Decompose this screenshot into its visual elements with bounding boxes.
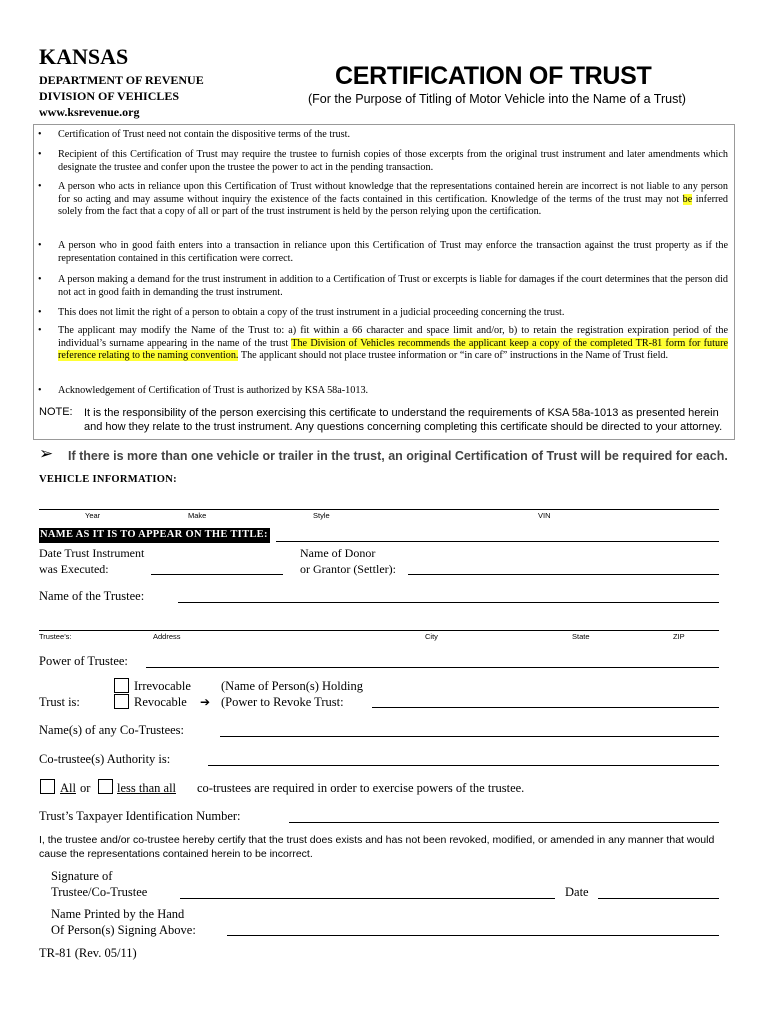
revoke-holder-field[interactable] [372,707,719,708]
bullet-icon: • [38,181,42,192]
all-label: All [60,781,76,795]
bullet-icon: • [38,129,42,140]
bullet-icon: • [38,240,42,251]
instructions-box [33,124,735,440]
zip-label: ZIP [673,632,685,641]
bullet-icon: • [38,385,42,396]
vehicle-info-line[interactable] [39,509,719,510]
irrevocable-checkbox[interactable] [114,678,129,693]
form-title: CERTIFICATION OF TRUST [335,62,652,90]
department-name: DEPARTMENT OF REVENUE [39,73,204,87]
bullet-item: This does not limit the right of a person to obtain a copy of the trust instrument in a judicial proceeding concerning the trust. [58,307,565,318]
highlighted-text: The Division of Vehicles recommends the applicant keep a copy of the completed TR-81 form for future reference relating to the naming convention. [58,337,728,362]
form-number: TR-81 (Rev. 05/11) [39,946,137,960]
division-name: DIVISION OF VEHICLES [39,89,180,103]
form-subtitle: (For the Purpose of Titling of Motor Vehicle into the Name of a Trust) [308,92,686,106]
cotrustees-field[interactable] [220,736,719,737]
note-label: NOTE: [39,406,73,418]
bullet-text: A person who acts in reliance upon this Certification of Trust without knowledge that the representations contained herein are incorrect is not liable to any person for so acting and may assume without inquiry the existence of the facts contained in this certification. Knowledge of the terms of the trust may not [58,181,728,205]
signature-field[interactable] [180,898,555,899]
donor-label: or Grantor (Settler): [300,562,396,576]
bullet-item: Certification of Trust need not contain the dispositive terms of the trust. [58,129,350,140]
signature-label: Trustee/Co-Trustee [51,885,148,899]
website-link[interactable]: www.ksrevenue.org [39,105,140,119]
taxpayer-id-label: Trust’s Taxpayer Identification Number: [39,809,241,823]
or-label: or [80,781,91,795]
highlighted-text: be [682,193,693,205]
date-executed-label: was Executed: [39,562,109,576]
bullet-text: The applicant should not place trustee information or “in care of” instructions in the Name of Trust field. [238,350,669,362]
bullet-item: Acknowledgement of Certification of Trust is authorized by KSA 58a-1013. [58,385,369,396]
title-name-heading: NAME AS IT IS TO APPEAR ON THE TITLE: [39,528,270,543]
bullet-item [58,181,728,219]
bullet-icon: • [38,274,42,285]
coauthority-label: Co-trustee(s) Authority is: [39,752,171,766]
trust-is-label: Trust is: [39,695,80,709]
co-required-text: co-trustees are required in order to exercise powers of the trustee. [197,781,525,795]
note-text: It is the responsibility of the person exercising this certificate to understand the requirements of KSA 58a-1013 as presented herein and how they relate to the trust instrument. Any questions concerning completing this certificate should be directed to your attorney. [84,407,723,433]
trustees-label: Trustee’s: [39,632,72,641]
bullet-item: Recipient of this Certification of Trust may require the trustee to furnish copies of those excerpts from the original trust instrument and later amendments which designate the trustee and confer upon the trustee the power to act in the pending transaction. [58,149,728,173]
holding-label: (Name of Person(s) Holding [221,679,363,693]
date-executed-label: Date Trust Instrument [39,546,145,560]
printed-name-field[interactable] [227,935,719,936]
irrevocable-label: Irrevocable [134,679,191,693]
trustee-name-field[interactable] [178,602,719,603]
all-checkbox[interactable] [40,779,55,794]
vehicle-info-heading: VEHICLE INFORMATION: [39,474,177,485]
bullet-item [58,325,728,363]
less-than-all-label: less than all [117,781,177,795]
revocable-label: Revocable [134,695,187,709]
cotrustees-label: Name(s) of any Co-Trustees: [39,723,185,737]
bullet-text: inferred solely from the fact that a copy of all or part of the trust instrument is held by the person relying upon the certification. [58,193,728,218]
state-name: KANSAS [39,44,129,69]
bullet-icon: • [38,325,42,336]
date-label: Date [565,885,589,899]
power-of-trustee-field[interactable] [146,667,719,668]
power-of-trustee-label: Power of Trustee: [39,654,128,668]
bullet-text: The applicant may modify the Name of the Trust to: a) fit within a 66 character and space limit and/or, b) to retain the registration expiration period of the individual’s surname appearing in the name of the trust [58,325,728,349]
date-field[interactable] [598,898,719,899]
printed-name-label: Of Person(s) Signing Above: [51,923,196,937]
state-label: State [572,632,590,641]
address-label: Address [153,632,181,641]
taxpayer-id-field[interactable] [289,822,719,823]
multiple-vehicle-note: If there is more than one vehicle or trailer in the trust, an original Certification of Trust will be required for each. [68,449,728,463]
date-executed-field[interactable] [151,574,283,575]
title-name-line[interactable] [276,541,719,542]
year-label: Year [85,511,101,520]
donor-label: Name of Donor [300,546,376,560]
certification-statement: I, the trustee and/or co-trustee hereby certify that the trust does exists and has not been revoked, modified, or amended in any manner that would cause the representations contained herein to be incorrect. [39,834,715,860]
style-label: Style [313,511,330,520]
make-label: Make [188,511,207,520]
city-label: City [425,632,438,641]
bullet-icon: • [38,149,42,160]
signature-label: Signature of [51,869,113,883]
bullet-icon: • [38,307,42,318]
trustee-name-label: Name of the Trustee: [39,589,145,603]
coauthority-field[interactable] [208,765,719,766]
holding-label: (Power to Revoke Trust: [221,695,344,709]
vin-label: VIN [538,511,551,520]
donor-field[interactable] [408,574,719,575]
trustee-address-field[interactable] [39,630,719,631]
arrow-right-icon: ➢ [39,444,54,463]
bullet-item: A person who in good faith enters into a transaction in reliance upon this Certification of Trust may enforce the transaction against the trust property as if the representation contained in this certification were correct. [58,240,728,264]
revocable-checkbox[interactable] [114,694,129,709]
less-than-all-checkbox[interactable] [98,779,113,794]
bullet-item: A person making a demand for the trust instrument in addition to a Certification of Trust or excerpts is liable for damages if the court determines that the person did not act in good faith in demanding the trust instrument. [58,274,728,298]
arrow-right-icon: ➔ [200,695,211,709]
printed-name-label: Name Printed by the Hand [51,907,185,921]
